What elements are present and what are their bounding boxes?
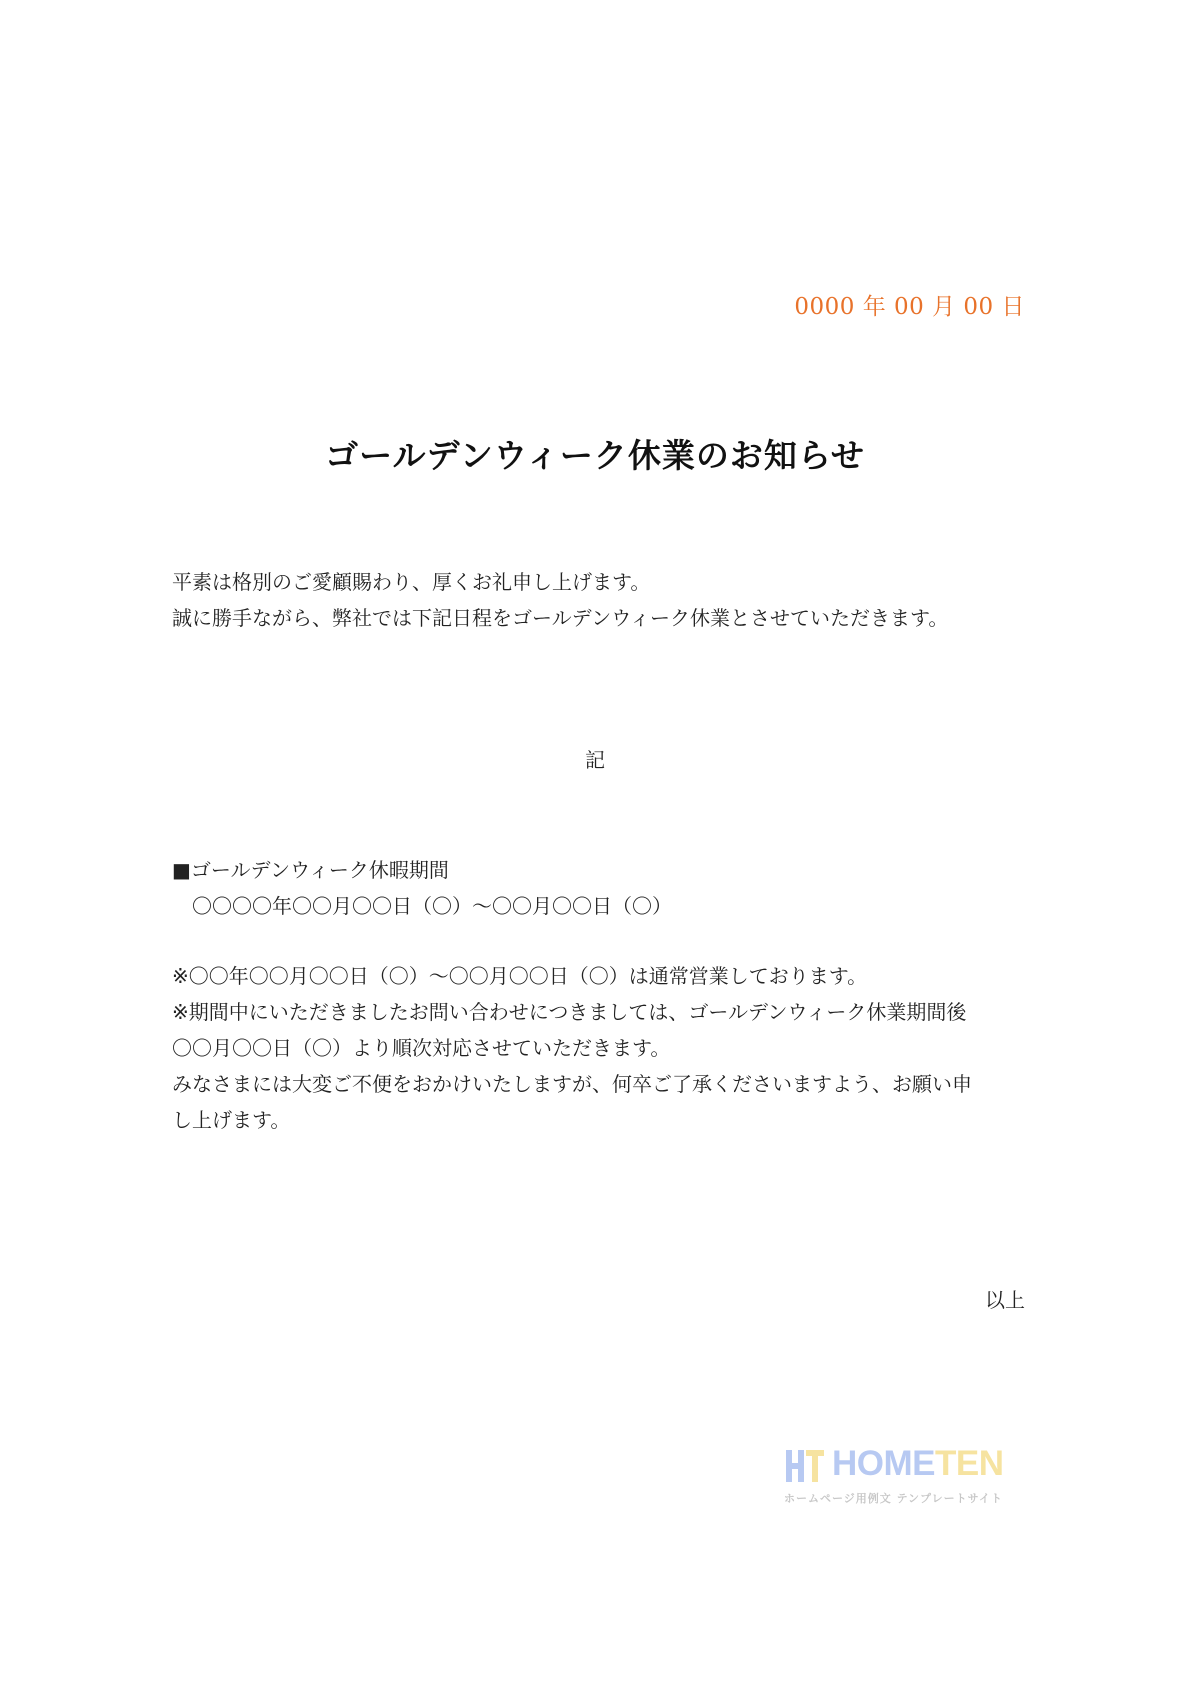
greeting-line: 誠に勝手ながら、弊社では下記日程をゴールデンウィーク休業とさせていただきます。 xyxy=(172,606,949,630)
greeting-line: 平素は格別のご愛顧賜わり、厚くお礼申し上げます。 xyxy=(172,570,651,594)
hometen-wordmark xyxy=(832,1444,1004,1484)
closing-ijou: 以上 xyxy=(985,1288,1025,1312)
period-heading: ■ゴールデンウィーク休暇期間 xyxy=(172,858,449,882)
wordmark-ten: TEN xyxy=(935,1444,1004,1483)
document-date: 0000 年 00 月 00 日 xyxy=(794,294,1025,320)
period-range: 〇〇〇〇年〇〇月〇〇日（〇）〜〇〇月〇〇日（〇） xyxy=(192,894,672,918)
note-line: 〇〇月〇〇日（〇）より順次対応させていただきます。 xyxy=(172,1036,671,1060)
note-line: ※〇〇年〇〇月〇〇日（〇）〜〇〇月〇〇日（〇）は通常営業しております。 xyxy=(172,964,868,988)
notes-section xyxy=(172,958,972,1138)
ki-heading: 記 xyxy=(585,748,605,772)
note-line: みなさまには大変ご不便をおかけいたしますが、何卒ご了承くださいますよう、お願い申 xyxy=(172,1072,972,1096)
note-line: ※期間中にいただきましたお問い合わせにつきましては、ゴールデンウィーク休業期間後 xyxy=(172,1000,967,1024)
hometen-logo-icon xyxy=(784,1448,826,1484)
note-line: し上げます。 xyxy=(172,1108,291,1132)
document-title: ゴールデンウィーク休業のお知らせ xyxy=(325,436,865,475)
hometen-watermark-logo xyxy=(784,1446,1014,1506)
holiday-period-section xyxy=(172,852,672,924)
wordmark-home: HOME xyxy=(832,1444,935,1483)
greeting-paragraph xyxy=(172,564,948,636)
hometen-subtitle: ホームページ用例文 テンプレートサイト xyxy=(784,1492,1003,1505)
